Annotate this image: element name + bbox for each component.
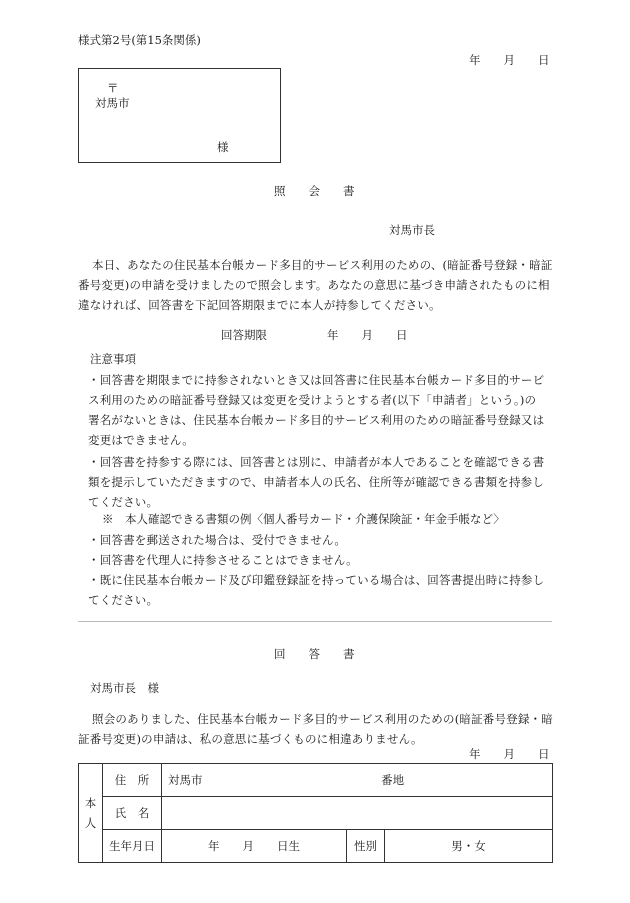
birth-field[interactable]: 年 月 日生 [162,830,347,863]
inquiry-sender: 対馬市長 [389,223,435,237]
person-label-bottom: 人 [84,816,97,830]
notes-misc [88,530,544,610]
inquiry-body [78,255,553,315]
note-line: てください。 [88,495,159,509]
separator-line [78,621,552,622]
person-label-top: 本 [84,796,97,810]
note-1 [88,370,544,450]
table-row [79,764,553,797]
address-label: 住 所 [103,764,162,797]
note-line: 署名がないときは、住民基本台帳カード多目的サービス利用のための暗証番号登録又は [88,413,545,427]
name-label: 氏 名 [103,797,162,830]
response-addressee: 対馬市長 様 [90,681,159,695]
note-line: ・回答書を代理人に持参させることはできません。 [88,553,358,567]
date-header: 年 月 日 [469,53,550,67]
response-body [78,709,553,749]
note-line: ・既に住民基本台帳カード及び印鑑登録証を持っている場合は、回答書提出時に持参し [88,573,545,587]
deadline-date: 年 月 日 [327,328,408,342]
address-honorific: 様 [217,140,229,154]
applicant-table [78,763,553,863]
note-line: ・回答書を郵送された場合は、受付できません。 [88,533,347,547]
note-line: てください。 [88,593,159,607]
note-line: ・回答書を持参する際には、回答書とは別に、申請者が本人であることを確認できる書 [88,455,545,469]
note-line: ・回答書を期限までに持参されないとき又は回答書に住民基本台帳カード多目的サービ [88,373,545,387]
birth-label: 生年月日 [103,830,162,863]
table-row [79,830,553,863]
response-body-line: 証番号変更)の申請は、私の意思に基づくものに相違ありません。 [78,732,423,746]
note-line: 類を提示していただきますので、申請者本人の氏名、住所等が確認できる書類を持参し [88,475,545,489]
gender-label: 性別 [347,830,385,863]
address-field[interactable] [162,764,553,797]
inquiry-body-line: 番号変更)の申請を受けましたので照会します。あなたの意思に基づき申請されたものに相 [78,278,550,292]
note-2 [88,452,544,512]
note-line: 変更はできません。 [88,433,194,447]
inquiry-body-line: 違なければ、回答書を下記回答期限までに本人が持参してください。 [78,298,441,312]
address-city: 対馬市 [95,96,130,110]
inquiry-body-line: 本日、あなたの住民基本台帳カード多目的サービス利用のための、(暗証番号登録・暗証 [92,258,553,272]
example-note: ※ 本人確認できる書類の例〈個人番号カード・介護保険証・年金手帳など〉 [102,512,505,526]
deadline-label: 回答期限 [221,328,267,342]
form-number: 様式第2号(第15条関係) [78,33,201,47]
postal-mark: 〒 [107,81,119,95]
address-field-city: 対馬市 [168,773,203,787]
name-field[interactable] [162,797,553,830]
address-field-suffix: 番地 [381,773,405,787]
response-body-line: 照会のありました、住民基本台帳カード多目的サービス利用のための(暗証番号登録・暗 [92,712,553,726]
gender-field[interactable]: 男・女 [385,830,553,863]
person-label [79,764,103,863]
response-date: 年 月 日 [469,747,550,761]
table-row [79,797,553,830]
note-line: ス利用のための暗証番号登録又は変更を受けようとする者(以下「申請者」という。)の [88,393,537,407]
response-title: 回 答 書 [274,647,355,661]
inquiry-title: 照 会 書 [274,184,355,198]
notes-heading: 注意事項 [90,352,136,366]
